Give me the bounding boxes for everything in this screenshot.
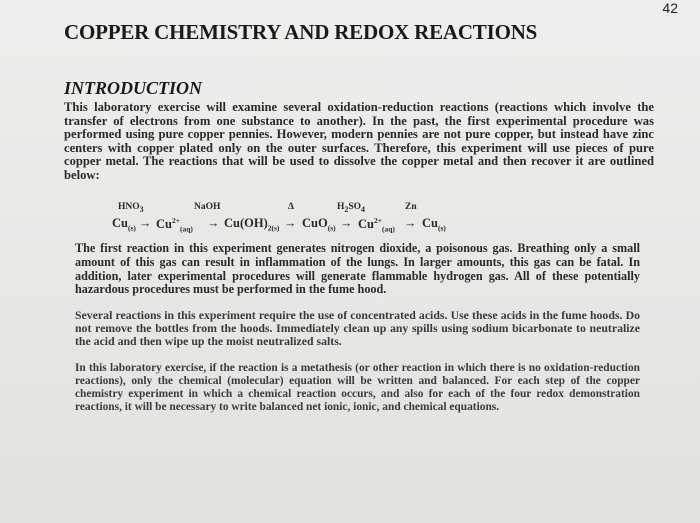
- species-cu2-aq: $Cu^{2+}_{(aq)}$: [156, 216, 193, 234]
- arrow: →: [207, 216, 220, 230]
- species-cu-solid-2: $Cu_{(s)}$: [422, 216, 446, 233]
- reagent-zn: Zn: [405, 202, 417, 212]
- reaction-scheme: [112, 202, 472, 232]
- safety-paragraph: The first reaction in this experiment generates nitrogen dioxide, a poisonous gas. Breathing only a small amount of this gas can result in inflammation of the lungs. In larger amounts, this gas can be fatal. In addition, later experimental procedures will generate flammable hydrogen gas. All of these potentially hazardous procedures must be performed in the fume hood.: [75, 241, 640, 297]
- page-title: COPPER CHEMISTRY AND REDOX REACTIONS: [64, 20, 538, 44]
- acids-text-2: Immediately clean up any spills using sodium bicarbonate to neutralize the acid and then wipe up the moist neutralized salts.: [75, 321, 640, 349]
- reagent-naoh: NaOH: [194, 202, 221, 212]
- acids-text-1: Several reactions in this experiment require the use of concentrated acids. Use these acids in the fume hoods.: [75, 308, 626, 322]
- species-cu2-aq-2: $Cu^{2+}_{(aq)}$: [358, 216, 395, 234]
- section-heading: INTRODUCTION: [64, 78, 203, 98]
- reagent-hno3: $HNO_3$: [118, 202, 144, 214]
- page-number: 42: [662, 0, 678, 16]
- intro-paragraph: This laboratory exercise will examine several oxidation-reduction reactions (reactions which involve the transfer of electrons from one substance to another). In the past, the first experimental procedure was performed using pure copper pennies. However, modern pennies are not pure copper, but instead have zinc centers with copper plated only on the outer surfaces. Therefore, this experiment will use pieces of pure copper metal. The reactions that will be used to dissolve the copper metal and then recover it are outlined below:: [64, 100, 654, 182]
- species-cu-oh2: $Cu(OH)_{2(s)}$: [224, 216, 280, 233]
- arrow: →: [340, 216, 353, 230]
- acids-warning: Do not remove the bottles from the hoods.: [75, 308, 640, 336]
- metathesis-text-2: (or other reaction in which there is no oxidation-reduction reactions), only the chemical (molecular) equation will be written and balanced. For each step of the copper chemistry experiment in which a chemical reaction occurs, and also for each of the four redox demonstration reactions, it will be necessary to write balanced net ionic, ionic, and chemical equations.: [75, 362, 640, 413]
- species-cuo: CuO$_{(s)}$: [302, 216, 336, 233]
- acids-paragraph: [75, 309, 640, 349]
- arrow: →: [284, 216, 297, 230]
- arrow: →: [139, 216, 152, 230]
- reagent-heat: Δ: [288, 202, 294, 212]
- metathesis-text-1: In this laboratory exercise, if the reaction is a: [75, 362, 301, 374]
- reagent-h2so4: $H_2SO_4$: [337, 202, 365, 214]
- metathesis-term: metathesis: [300, 362, 352, 374]
- arrow: →: [404, 216, 417, 230]
- species-cu-solid: $Cu_{(s)}$: [112, 216, 136, 233]
- metathesis-paragraph: [75, 362, 640, 414]
